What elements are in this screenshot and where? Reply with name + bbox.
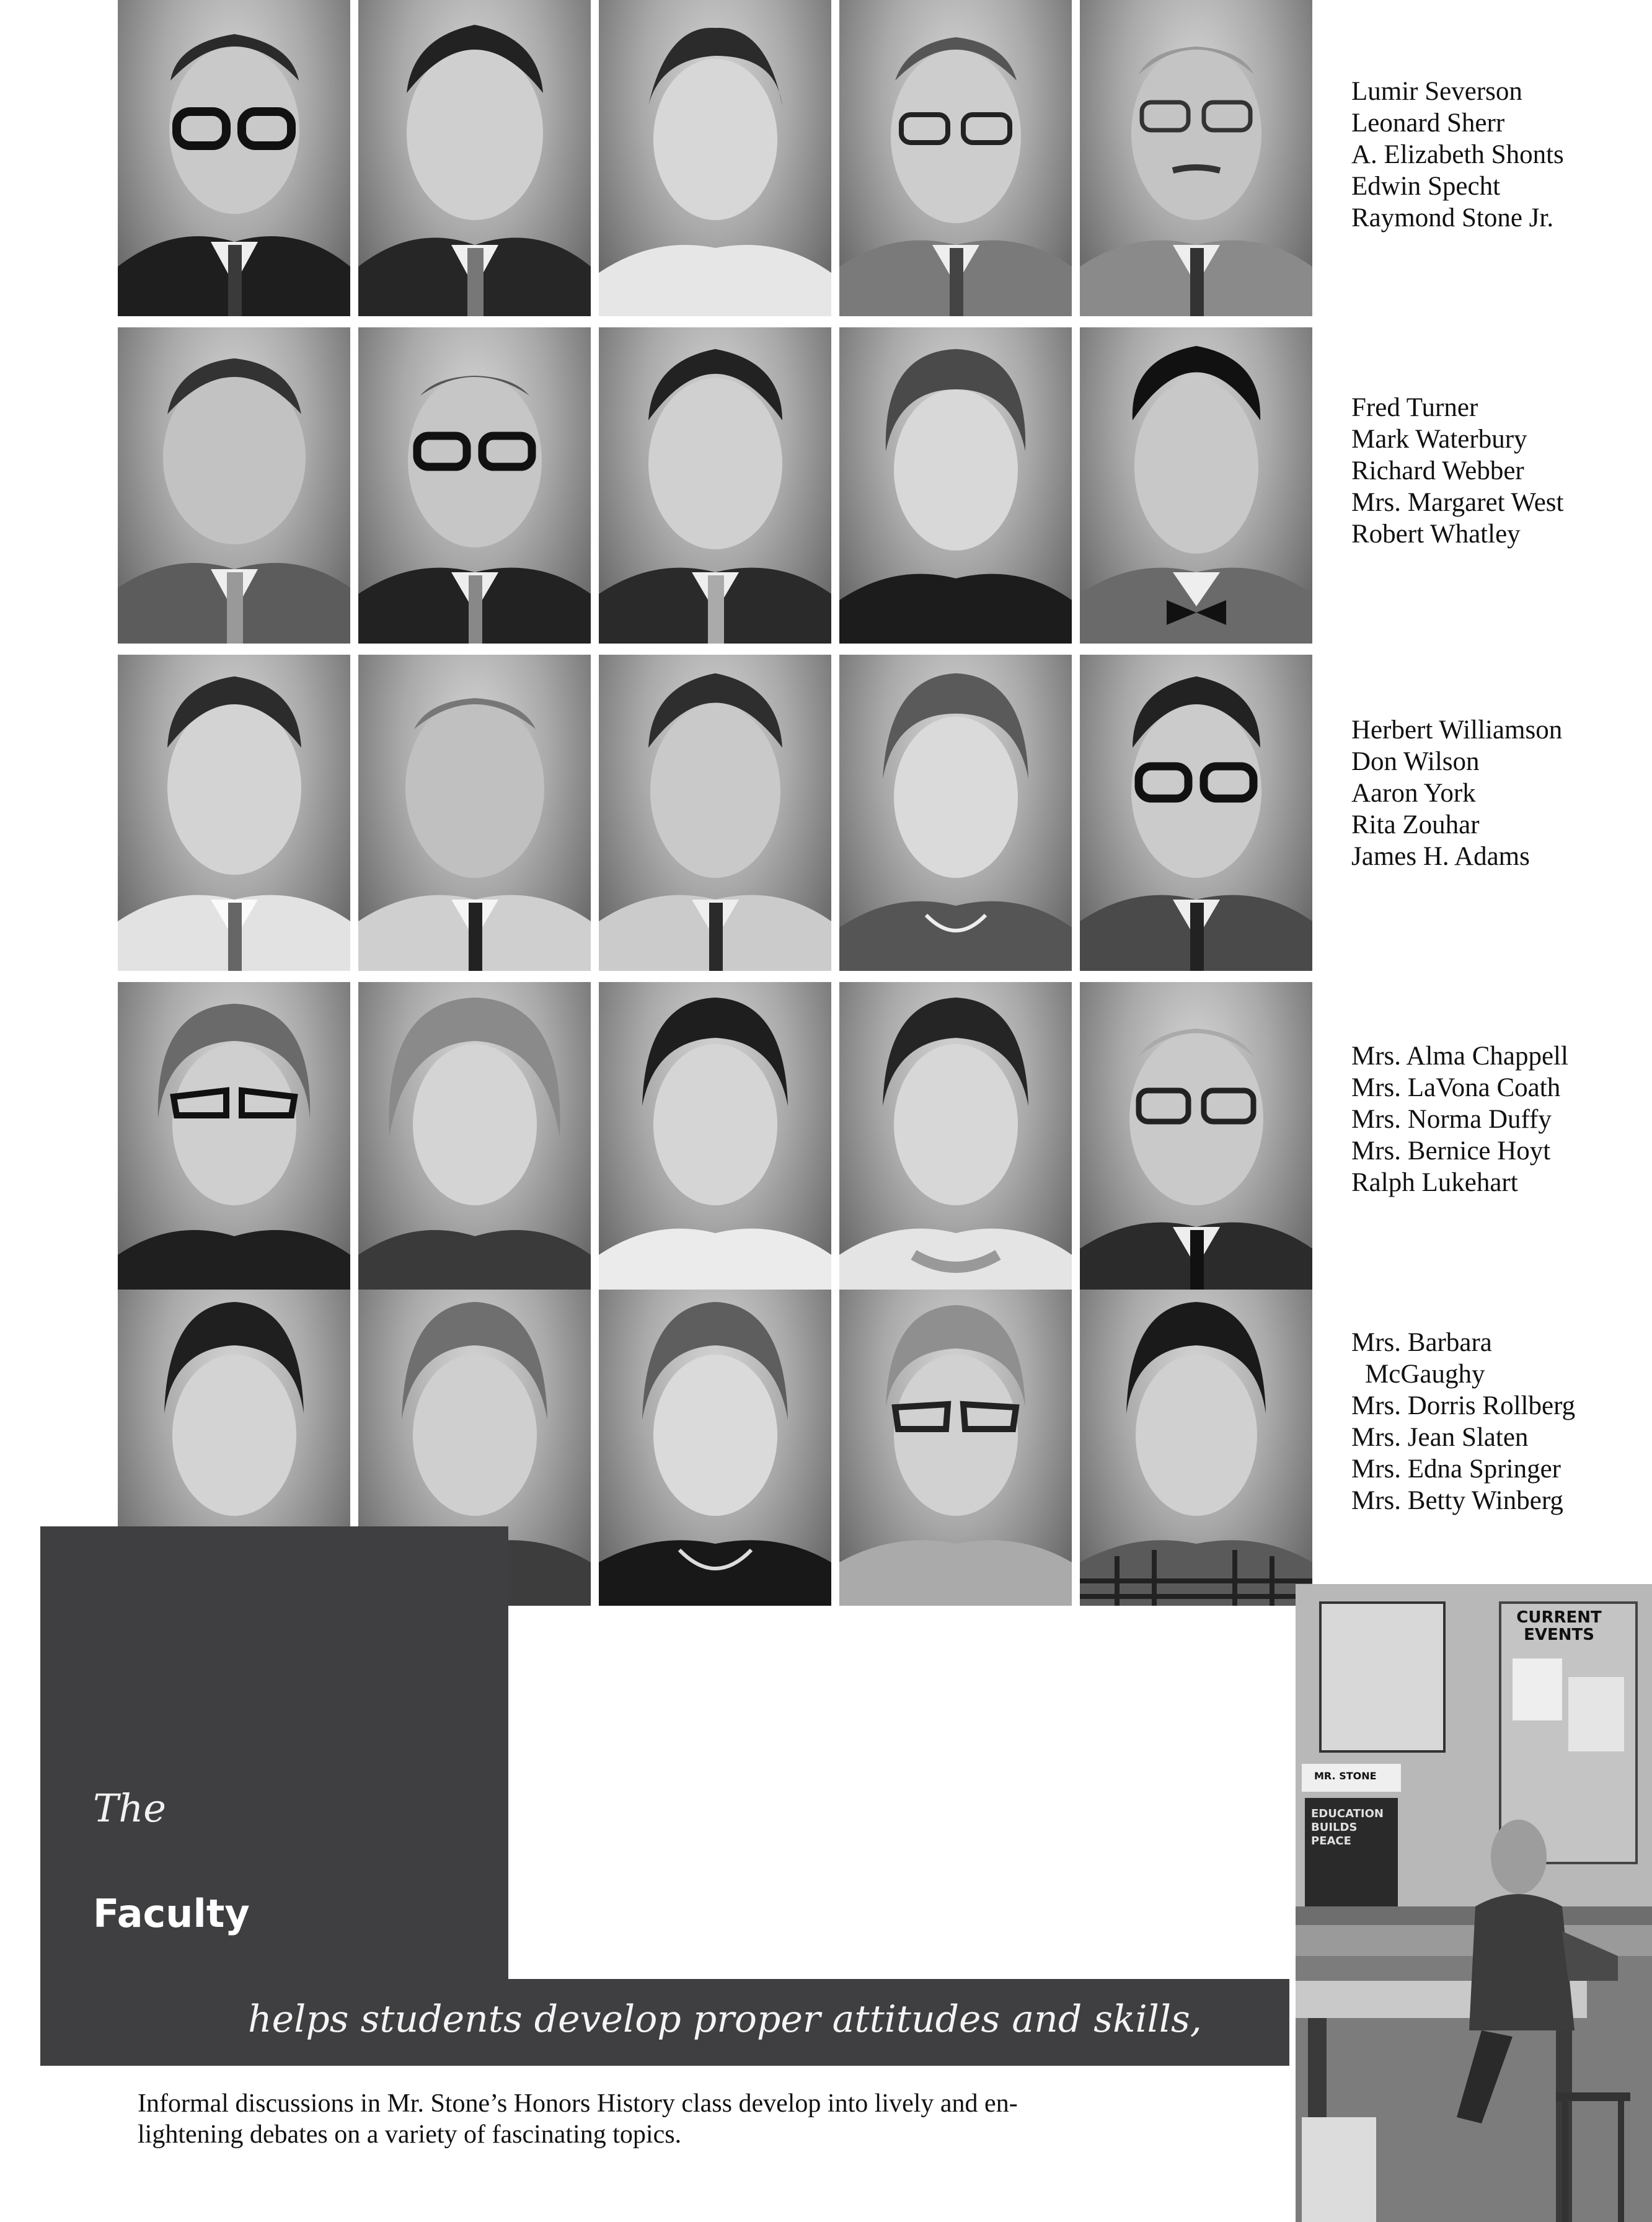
faculty-portrait [118, 655, 350, 971]
subtitle: helps students develop proper attitudes and skills, [248, 1998, 1202, 2041]
portrait-row [118, 0, 1314, 316]
classroom-photo [1296, 1584, 1652, 2222]
faculty-name: A. Elizabeth Shonts [1351, 140, 1564, 169]
portrait-row [118, 982, 1314, 1298]
faculty-portrait [599, 0, 831, 316]
faculty-portrait [1080, 982, 1312, 1298]
faculty-name: McGaughy [1365, 1360, 1485, 1389]
names-row-2 [1351, 714, 1637, 872]
faculty-portrait [358, 0, 591, 316]
portrait-row [118, 655, 1314, 971]
faculty-name: Mark Waterbury [1351, 425, 1527, 454]
faculty-name: Mrs. Edna Springer [1351, 1454, 1561, 1484]
sign-line: CURRENT [1516, 1608, 1602, 1627]
faculty-name: Mrs. Margaret West [1351, 488, 1564, 517]
faculty-portrait [118, 0, 350, 316]
poster-line: BUILDS [1311, 1821, 1358, 1834]
poster-line: EDUCATION [1311, 1807, 1384, 1820]
faculty-name: Fred Turner [1351, 393, 1478, 422]
faculty-name: Ralph Lukehart [1351, 1168, 1518, 1197]
faculty-portrait [118, 327, 350, 644]
faculty-portrait [358, 327, 591, 644]
sign-line: EVENTS [1524, 1626, 1594, 1644]
poster-line: PEACE [1311, 1835, 1351, 1848]
faculty-portrait [599, 982, 831, 1298]
faculty-name: Rita Zouhar [1351, 810, 1480, 839]
faculty-name: Lumir Severson [1351, 77, 1522, 106]
faculty-name: Mrs. Jean Slaten [1351, 1423, 1529, 1452]
names-row-0 [1351, 76, 1637, 234]
faculty-name: Aaron York [1351, 779, 1476, 808]
faculty-portrait [839, 0, 1072, 316]
door-sign: MR. STONE [1314, 1770, 1377, 1782]
faculty-portrait [839, 1290, 1072, 1606]
title-the: The [93, 1786, 166, 1831]
faculty-portrait [1080, 1290, 1312, 1606]
photo-caption [138, 2088, 1229, 2150]
faculty-portrait [599, 655, 831, 971]
current-events-sign [1513, 1609, 1606, 1644]
faculty-name: Richard Webber [1351, 456, 1524, 485]
faculty-portrait [1080, 0, 1312, 316]
caption-line: lightening debates on a variety of fascinating topics. [138, 2120, 682, 2149]
faculty-name: Mrs. Bernice Hoyt [1351, 1136, 1551, 1166]
faculty-name: Mrs. LaVona Coath [1351, 1073, 1561, 1102]
faculty-portrait [599, 327, 831, 644]
faculty-portrait [358, 655, 591, 971]
caption-line: Informal discussions in Mr. Stone’s Honors History class develop into lively and en- [138, 2089, 1018, 2118]
faculty-portrait [1080, 327, 1312, 644]
faculty-name: Raymond Stone Jr. [1351, 203, 1554, 232]
faculty-portrait [118, 982, 350, 1298]
education-poster [1311, 1807, 1384, 1848]
faculty-name: James H. Adams [1351, 842, 1530, 871]
faculty-name: Edwin Specht [1351, 172, 1501, 201]
faculty-name: Mrs. Dorris Rollberg [1351, 1391, 1576, 1420]
faculty-name: Mrs. Norma Duffy [1351, 1105, 1552, 1134]
faculty-name: Mrs. Betty Winberg [1351, 1486, 1563, 1515]
faculty-portrait [839, 327, 1072, 644]
title-faculty: Faculty [93, 1891, 250, 1936]
faculty-portrait [1080, 655, 1312, 971]
names-row-1 [1351, 392, 1637, 550]
faculty-name: Robert Whatley [1351, 520, 1521, 549]
faculty-portrait [358, 982, 591, 1298]
faculty-name: Don Wilson [1351, 747, 1480, 776]
faculty-portrait [599, 1290, 831, 1606]
faculty-name: Herbert Williamson [1351, 715, 1563, 745]
faculty-name: Mrs. Barbara [1351, 1328, 1492, 1357]
faculty-portrait [839, 655, 1072, 971]
faculty-portrait [839, 982, 1072, 1298]
names-row-4 [1351, 1327, 1637, 1516]
faculty-name: Leonard Sherr [1351, 108, 1505, 138]
names-row-3 [1351, 1040, 1637, 1198]
portrait-row [118, 327, 1314, 644]
faculty-name: Mrs. Alma Chappell [1351, 1042, 1568, 1071]
